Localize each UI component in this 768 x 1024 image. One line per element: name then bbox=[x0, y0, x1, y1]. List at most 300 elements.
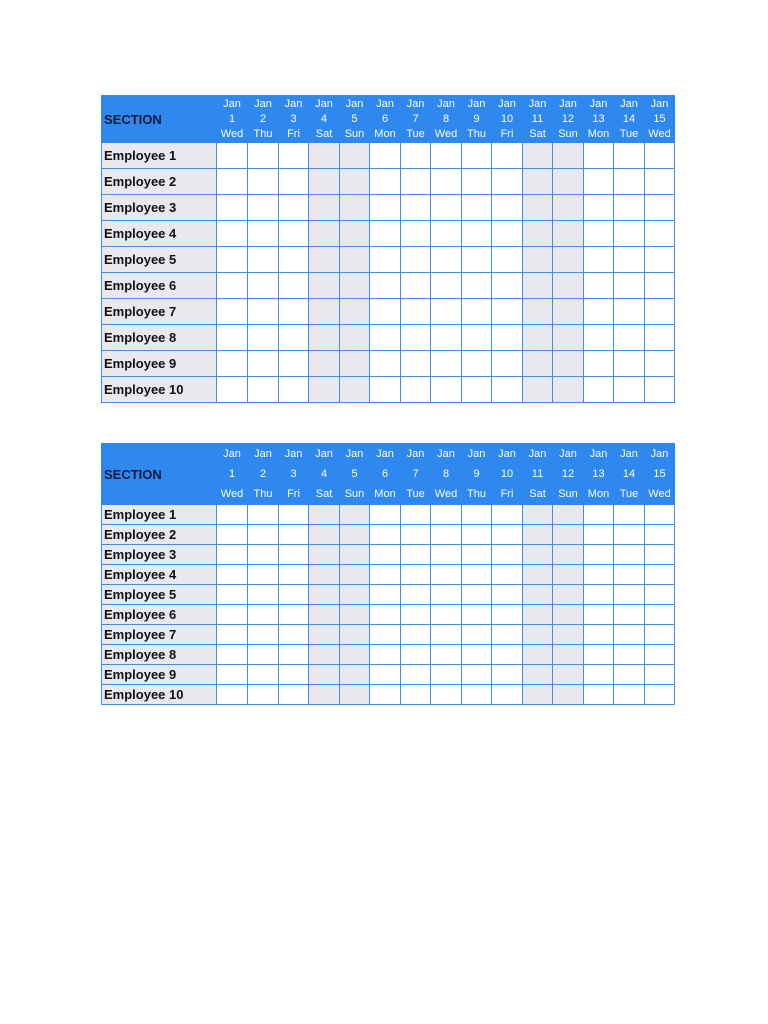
schedule-cell[interactable] bbox=[462, 605, 492, 625]
schedule-cell[interactable] bbox=[614, 351, 645, 377]
schedule-cell[interactable] bbox=[370, 169, 401, 195]
schedule-cell[interactable] bbox=[645, 665, 675, 685]
schedule-cell[interactable] bbox=[462, 665, 492, 685]
schedule-cell[interactable] bbox=[492, 565, 523, 585]
schedule-cell[interactable] bbox=[462, 525, 492, 545]
schedule-cell[interactable] bbox=[553, 299, 584, 325]
schedule-cell[interactable] bbox=[584, 273, 614, 299]
schedule-cell[interactable] bbox=[248, 525, 279, 545]
schedule-cell[interactable] bbox=[217, 169, 248, 195]
schedule-cell[interactable] bbox=[401, 565, 431, 585]
schedule-cell[interactable] bbox=[462, 169, 492, 195]
schedule-cell[interactable] bbox=[431, 195, 462, 221]
schedule-cell[interactable] bbox=[645, 169, 675, 195]
schedule-cell[interactable] bbox=[401, 505, 431, 525]
schedule-cell[interactable] bbox=[340, 377, 370, 403]
schedule-cell[interactable] bbox=[553, 273, 584, 299]
schedule-cell[interactable] bbox=[492, 645, 523, 665]
schedule-cell[interactable] bbox=[431, 325, 462, 351]
schedule-cell[interactable] bbox=[309, 545, 340, 565]
schedule-cell[interactable] bbox=[217, 525, 248, 545]
schedule-cell[interactable] bbox=[217, 565, 248, 585]
schedule-cell[interactable] bbox=[248, 665, 279, 685]
schedule-cell[interactable] bbox=[370, 325, 401, 351]
schedule-cell[interactable] bbox=[584, 351, 614, 377]
schedule-cell[interactable] bbox=[217, 221, 248, 247]
schedule-cell[interactable] bbox=[370, 351, 401, 377]
schedule-cell[interactable] bbox=[462, 351, 492, 377]
schedule-cell[interactable] bbox=[645, 195, 675, 221]
schedule-cell[interactable] bbox=[279, 585, 309, 605]
schedule-cell[interactable] bbox=[523, 605, 553, 625]
schedule-cell[interactable] bbox=[431, 545, 462, 565]
schedule-cell[interactable] bbox=[645, 685, 675, 705]
schedule-cell[interactable] bbox=[340, 525, 370, 545]
schedule-cell[interactable] bbox=[523, 565, 553, 585]
schedule-cell[interactable] bbox=[370, 247, 401, 273]
schedule-cell[interactable] bbox=[614, 299, 645, 325]
schedule-cell[interactable] bbox=[584, 377, 614, 403]
schedule-cell[interactable] bbox=[217, 299, 248, 325]
schedule-cell[interactable] bbox=[492, 605, 523, 625]
schedule-cell[interactable] bbox=[370, 377, 401, 403]
schedule-cell[interactable] bbox=[584, 247, 614, 273]
schedule-cell[interactable] bbox=[217, 625, 248, 645]
schedule-cell[interactable] bbox=[248, 585, 279, 605]
schedule-cell[interactable] bbox=[401, 273, 431, 299]
schedule-cell[interactable] bbox=[614, 625, 645, 645]
schedule-cell[interactable] bbox=[553, 685, 584, 705]
schedule-cell[interactable] bbox=[401, 247, 431, 273]
schedule-cell[interactable] bbox=[401, 325, 431, 351]
schedule-cell[interactable] bbox=[614, 273, 645, 299]
schedule-cell[interactable] bbox=[248, 685, 279, 705]
schedule-cell[interactable] bbox=[248, 195, 279, 221]
schedule-cell[interactable] bbox=[492, 665, 523, 685]
schedule-cell[interactable] bbox=[217, 585, 248, 605]
schedule-cell[interactable] bbox=[279, 545, 309, 565]
schedule-cell[interactable] bbox=[584, 525, 614, 545]
schedule-cell[interactable] bbox=[553, 377, 584, 403]
schedule-cell[interactable] bbox=[553, 545, 584, 565]
schedule-cell[interactable] bbox=[309, 505, 340, 525]
schedule-cell[interactable] bbox=[553, 625, 584, 645]
schedule-cell[interactable] bbox=[584, 625, 614, 645]
schedule-cell[interactable] bbox=[217, 247, 248, 273]
schedule-cell[interactable] bbox=[492, 685, 523, 705]
schedule-cell[interactable] bbox=[401, 685, 431, 705]
schedule-cell[interactable] bbox=[431, 605, 462, 625]
schedule-cell[interactable] bbox=[401, 525, 431, 545]
schedule-cell[interactable] bbox=[614, 605, 645, 625]
schedule-cell[interactable] bbox=[645, 585, 675, 605]
schedule-cell[interactable] bbox=[645, 299, 675, 325]
schedule-cell[interactable] bbox=[401, 221, 431, 247]
schedule-cell[interactable] bbox=[279, 195, 309, 221]
schedule-cell[interactable] bbox=[248, 221, 279, 247]
schedule-cell[interactable] bbox=[370, 665, 401, 685]
schedule-cell[interactable] bbox=[340, 505, 370, 525]
schedule-cell[interactable] bbox=[370, 585, 401, 605]
schedule-cell[interactable] bbox=[217, 665, 248, 685]
schedule-cell[interactable] bbox=[279, 605, 309, 625]
schedule-cell[interactable] bbox=[523, 665, 553, 685]
schedule-cell[interactable] bbox=[553, 221, 584, 247]
schedule-cell[interactable] bbox=[401, 195, 431, 221]
schedule-cell[interactable] bbox=[248, 351, 279, 377]
schedule-cell[interactable] bbox=[523, 169, 553, 195]
schedule-cell[interactable] bbox=[401, 143, 431, 169]
schedule-cell[interactable] bbox=[523, 325, 553, 351]
schedule-cell[interactable] bbox=[279, 143, 309, 169]
schedule-cell[interactable] bbox=[492, 545, 523, 565]
schedule-cell[interactable] bbox=[370, 525, 401, 545]
schedule-cell[interactable] bbox=[645, 605, 675, 625]
schedule-cell[interactable] bbox=[340, 247, 370, 273]
schedule-cell[interactable] bbox=[553, 645, 584, 665]
schedule-cell[interactable] bbox=[309, 665, 340, 685]
schedule-cell[interactable] bbox=[401, 645, 431, 665]
schedule-cell[interactable] bbox=[309, 605, 340, 625]
schedule-cell[interactable] bbox=[462, 685, 492, 705]
schedule-cell[interactable] bbox=[492, 169, 523, 195]
schedule-cell[interactable] bbox=[340, 325, 370, 351]
schedule-cell[interactable] bbox=[279, 665, 309, 685]
schedule-cell[interactable] bbox=[523, 525, 553, 545]
schedule-cell[interactable] bbox=[279, 505, 309, 525]
schedule-cell[interactable] bbox=[462, 377, 492, 403]
schedule-cell[interactable] bbox=[492, 377, 523, 403]
schedule-cell[interactable] bbox=[614, 545, 645, 565]
schedule-cell[interactable] bbox=[248, 273, 279, 299]
schedule-cell[interactable] bbox=[309, 645, 340, 665]
schedule-cell[interactable] bbox=[553, 505, 584, 525]
schedule-cell[interactable] bbox=[431, 665, 462, 685]
schedule-cell[interactable] bbox=[309, 625, 340, 645]
schedule-cell[interactable] bbox=[279, 221, 309, 247]
schedule-cell[interactable] bbox=[401, 545, 431, 565]
schedule-cell[interactable] bbox=[462, 143, 492, 169]
schedule-cell[interactable] bbox=[309, 195, 340, 221]
schedule-cell[interactable] bbox=[614, 505, 645, 525]
schedule-cell[interactable] bbox=[553, 525, 584, 545]
schedule-cell[interactable] bbox=[309, 525, 340, 545]
schedule-cell[interactable] bbox=[553, 565, 584, 585]
schedule-cell[interactable] bbox=[614, 221, 645, 247]
schedule-cell[interactable] bbox=[523, 645, 553, 665]
schedule-cell[interactable] bbox=[217, 195, 248, 221]
schedule-cell[interactable] bbox=[553, 665, 584, 685]
schedule-cell[interactable] bbox=[340, 665, 370, 685]
schedule-cell[interactable] bbox=[279, 299, 309, 325]
schedule-cell[interactable] bbox=[248, 545, 279, 565]
schedule-cell[interactable] bbox=[431, 247, 462, 273]
schedule-cell[interactable] bbox=[584, 685, 614, 705]
schedule-cell[interactable] bbox=[492, 195, 523, 221]
schedule-cell[interactable] bbox=[584, 169, 614, 195]
schedule-cell[interactable] bbox=[217, 645, 248, 665]
schedule-cell[interactable] bbox=[614, 143, 645, 169]
schedule-cell[interactable] bbox=[370, 505, 401, 525]
schedule-cell[interactable] bbox=[492, 625, 523, 645]
schedule-cell[interactable] bbox=[340, 169, 370, 195]
schedule-cell[interactable] bbox=[553, 195, 584, 221]
schedule-cell[interactable] bbox=[248, 247, 279, 273]
schedule-cell[interactable] bbox=[553, 351, 584, 377]
schedule-cell[interactable] bbox=[309, 565, 340, 585]
schedule-cell[interactable] bbox=[462, 625, 492, 645]
schedule-cell[interactable] bbox=[645, 625, 675, 645]
schedule-cell[interactable] bbox=[614, 169, 645, 195]
schedule-cell[interactable] bbox=[248, 505, 279, 525]
schedule-cell[interactable] bbox=[492, 505, 523, 525]
schedule-cell[interactable] bbox=[217, 505, 248, 525]
schedule-cell[interactable] bbox=[279, 325, 309, 351]
schedule-cell[interactable] bbox=[462, 545, 492, 565]
schedule-cell[interactable] bbox=[462, 585, 492, 605]
schedule-cell[interactable] bbox=[614, 685, 645, 705]
schedule-cell[interactable] bbox=[401, 299, 431, 325]
schedule-cell[interactable] bbox=[553, 143, 584, 169]
schedule-cell[interactable] bbox=[401, 665, 431, 685]
schedule-cell[interactable] bbox=[492, 273, 523, 299]
schedule-cell[interactable] bbox=[614, 377, 645, 403]
schedule-cell[interactable] bbox=[340, 625, 370, 645]
schedule-cell[interactable] bbox=[645, 645, 675, 665]
schedule-cell[interactable] bbox=[431, 625, 462, 645]
schedule-cell[interactable] bbox=[248, 625, 279, 645]
schedule-cell[interactable] bbox=[492, 585, 523, 605]
schedule-cell[interactable] bbox=[217, 143, 248, 169]
schedule-cell[interactable] bbox=[431, 685, 462, 705]
schedule-cell[interactable] bbox=[309, 685, 340, 705]
schedule-cell[interactable] bbox=[340, 565, 370, 585]
schedule-cell[interactable] bbox=[248, 143, 279, 169]
schedule-cell[interactable] bbox=[584, 665, 614, 685]
schedule-cell[interactable] bbox=[492, 351, 523, 377]
schedule-cell[interactable] bbox=[492, 247, 523, 273]
schedule-cell[interactable] bbox=[217, 685, 248, 705]
schedule-cell[interactable] bbox=[462, 221, 492, 247]
schedule-cell[interactable] bbox=[309, 377, 340, 403]
schedule-cell[interactable] bbox=[584, 299, 614, 325]
schedule-cell[interactable] bbox=[645, 565, 675, 585]
schedule-cell[interactable] bbox=[614, 195, 645, 221]
schedule-cell[interactable] bbox=[370, 195, 401, 221]
schedule-cell[interactable] bbox=[370, 605, 401, 625]
schedule-cell[interactable] bbox=[309, 247, 340, 273]
schedule-cell[interactable] bbox=[309, 325, 340, 351]
schedule-cell[interactable] bbox=[370, 221, 401, 247]
schedule-cell[interactable] bbox=[340, 545, 370, 565]
schedule-cell[interactable] bbox=[462, 645, 492, 665]
schedule-cell[interactable] bbox=[401, 625, 431, 645]
schedule-cell[interactable] bbox=[645, 545, 675, 565]
schedule-cell[interactable] bbox=[431, 143, 462, 169]
schedule-cell[interactable] bbox=[584, 645, 614, 665]
schedule-cell[interactable] bbox=[523, 377, 553, 403]
schedule-cell[interactable] bbox=[309, 221, 340, 247]
schedule-cell[interactable] bbox=[645, 221, 675, 247]
schedule-cell[interactable] bbox=[462, 505, 492, 525]
schedule-cell[interactable] bbox=[401, 377, 431, 403]
schedule-cell[interactable] bbox=[217, 273, 248, 299]
schedule-cell[interactable] bbox=[340, 585, 370, 605]
schedule-cell[interactable] bbox=[523, 685, 553, 705]
schedule-cell[interactable] bbox=[309, 143, 340, 169]
schedule-cell[interactable] bbox=[614, 585, 645, 605]
schedule-cell[interactable] bbox=[370, 299, 401, 325]
schedule-cell[interactable] bbox=[340, 685, 370, 705]
schedule-cell[interactable] bbox=[431, 221, 462, 247]
schedule-cell[interactable] bbox=[492, 299, 523, 325]
schedule-cell[interactable] bbox=[370, 273, 401, 299]
schedule-cell[interactable] bbox=[217, 377, 248, 403]
schedule-cell[interactable] bbox=[614, 525, 645, 545]
schedule-cell[interactable] bbox=[370, 143, 401, 169]
schedule-cell[interactable] bbox=[645, 143, 675, 169]
schedule-cell[interactable] bbox=[523, 247, 553, 273]
schedule-cell[interactable] bbox=[431, 169, 462, 195]
schedule-cell[interactable] bbox=[279, 645, 309, 665]
schedule-cell[interactable] bbox=[279, 351, 309, 377]
schedule-cell[interactable] bbox=[217, 605, 248, 625]
schedule-cell[interactable] bbox=[248, 169, 279, 195]
schedule-cell[interactable] bbox=[462, 565, 492, 585]
schedule-cell[interactable] bbox=[584, 195, 614, 221]
schedule-cell[interactable] bbox=[309, 351, 340, 377]
schedule-cell[interactable] bbox=[340, 273, 370, 299]
schedule-cell[interactable] bbox=[279, 565, 309, 585]
schedule-cell[interactable] bbox=[340, 605, 370, 625]
schedule-cell[interactable] bbox=[248, 565, 279, 585]
schedule-cell[interactable] bbox=[217, 351, 248, 377]
schedule-cell[interactable] bbox=[340, 351, 370, 377]
schedule-cell[interactable] bbox=[279, 525, 309, 545]
schedule-cell[interactable] bbox=[584, 565, 614, 585]
schedule-cell[interactable] bbox=[370, 645, 401, 665]
schedule-cell[interactable] bbox=[523, 143, 553, 169]
schedule-cell[interactable] bbox=[462, 325, 492, 351]
schedule-cell[interactable] bbox=[462, 273, 492, 299]
schedule-cell[interactable] bbox=[492, 525, 523, 545]
schedule-cell[interactable] bbox=[645, 351, 675, 377]
schedule-cell[interactable] bbox=[523, 195, 553, 221]
schedule-cell[interactable] bbox=[431, 645, 462, 665]
schedule-cell[interactable] bbox=[462, 195, 492, 221]
schedule-cell[interactable] bbox=[248, 605, 279, 625]
schedule-cell[interactable] bbox=[370, 545, 401, 565]
schedule-cell[interactable] bbox=[248, 377, 279, 403]
schedule-cell[interactable] bbox=[462, 247, 492, 273]
schedule-cell[interactable] bbox=[492, 221, 523, 247]
schedule-cell[interactable] bbox=[309, 273, 340, 299]
schedule-cell[interactable] bbox=[309, 169, 340, 195]
schedule-cell[interactable] bbox=[584, 143, 614, 169]
schedule-cell[interactable] bbox=[279, 377, 309, 403]
schedule-cell[interactable] bbox=[645, 525, 675, 545]
schedule-cell[interactable] bbox=[523, 545, 553, 565]
schedule-cell[interactable] bbox=[431, 377, 462, 403]
schedule-cell[interactable] bbox=[248, 325, 279, 351]
schedule-cell[interactable] bbox=[492, 325, 523, 351]
schedule-cell[interactable] bbox=[553, 605, 584, 625]
schedule-cell[interactable] bbox=[279, 685, 309, 705]
schedule-cell[interactable] bbox=[553, 247, 584, 273]
schedule-cell[interactable] bbox=[553, 325, 584, 351]
schedule-cell[interactable] bbox=[309, 585, 340, 605]
schedule-cell[interactable] bbox=[645, 247, 675, 273]
schedule-cell[interactable] bbox=[340, 221, 370, 247]
schedule-cell[interactable] bbox=[309, 299, 340, 325]
schedule-cell[interactable] bbox=[401, 605, 431, 625]
schedule-cell[interactable] bbox=[645, 325, 675, 351]
schedule-cell[interactable] bbox=[584, 545, 614, 565]
schedule-cell[interactable] bbox=[248, 645, 279, 665]
schedule-cell[interactable] bbox=[431, 565, 462, 585]
schedule-cell[interactable] bbox=[431, 273, 462, 299]
schedule-cell[interactable] bbox=[523, 299, 553, 325]
schedule-cell[interactable] bbox=[431, 585, 462, 605]
schedule-cell[interactable] bbox=[523, 221, 553, 247]
schedule-cell[interactable] bbox=[523, 273, 553, 299]
schedule-cell[interactable] bbox=[645, 377, 675, 403]
schedule-cell[interactable] bbox=[401, 169, 431, 195]
schedule-cell[interactable] bbox=[340, 645, 370, 665]
schedule-cell[interactable] bbox=[431, 505, 462, 525]
schedule-cell[interactable] bbox=[370, 625, 401, 645]
schedule-cell[interactable] bbox=[523, 625, 553, 645]
schedule-cell[interactable] bbox=[431, 525, 462, 545]
schedule-cell[interactable] bbox=[584, 505, 614, 525]
schedule-cell[interactable] bbox=[645, 273, 675, 299]
schedule-cell[interactable] bbox=[584, 605, 614, 625]
schedule-cell[interactable] bbox=[614, 565, 645, 585]
schedule-cell[interactable] bbox=[553, 169, 584, 195]
schedule-cell[interactable] bbox=[462, 299, 492, 325]
schedule-cell[interactable] bbox=[523, 505, 553, 525]
schedule-cell[interactable] bbox=[584, 325, 614, 351]
schedule-cell[interactable] bbox=[614, 325, 645, 351]
schedule-cell[interactable] bbox=[584, 221, 614, 247]
schedule-cell[interactable] bbox=[614, 645, 645, 665]
schedule-cell[interactable] bbox=[279, 625, 309, 645]
schedule-cell[interactable] bbox=[217, 545, 248, 565]
schedule-cell[interactable] bbox=[401, 351, 431, 377]
schedule-cell[interactable] bbox=[217, 325, 248, 351]
schedule-cell[interactable] bbox=[370, 565, 401, 585]
schedule-cell[interactable] bbox=[614, 247, 645, 273]
schedule-cell[interactable] bbox=[584, 585, 614, 605]
schedule-cell[interactable] bbox=[340, 299, 370, 325]
schedule-cell[interactable] bbox=[523, 585, 553, 605]
schedule-cell[interactable] bbox=[431, 299, 462, 325]
schedule-cell[interactable] bbox=[279, 273, 309, 299]
schedule-cell[interactable] bbox=[401, 585, 431, 605]
schedule-cell[interactable] bbox=[279, 169, 309, 195]
schedule-cell[interactable] bbox=[248, 299, 279, 325]
schedule-cell[interactable] bbox=[279, 247, 309, 273]
schedule-cell[interactable] bbox=[370, 685, 401, 705]
schedule-cell[interactable] bbox=[431, 351, 462, 377]
schedule-cell[interactable] bbox=[614, 665, 645, 685]
schedule-cell[interactable] bbox=[553, 585, 584, 605]
schedule-cell[interactable] bbox=[340, 195, 370, 221]
schedule-cell[interactable] bbox=[645, 505, 675, 525]
schedule-cell[interactable] bbox=[340, 143, 370, 169]
schedule-cell[interactable] bbox=[523, 351, 553, 377]
schedule-cell[interactable] bbox=[492, 143, 523, 169]
